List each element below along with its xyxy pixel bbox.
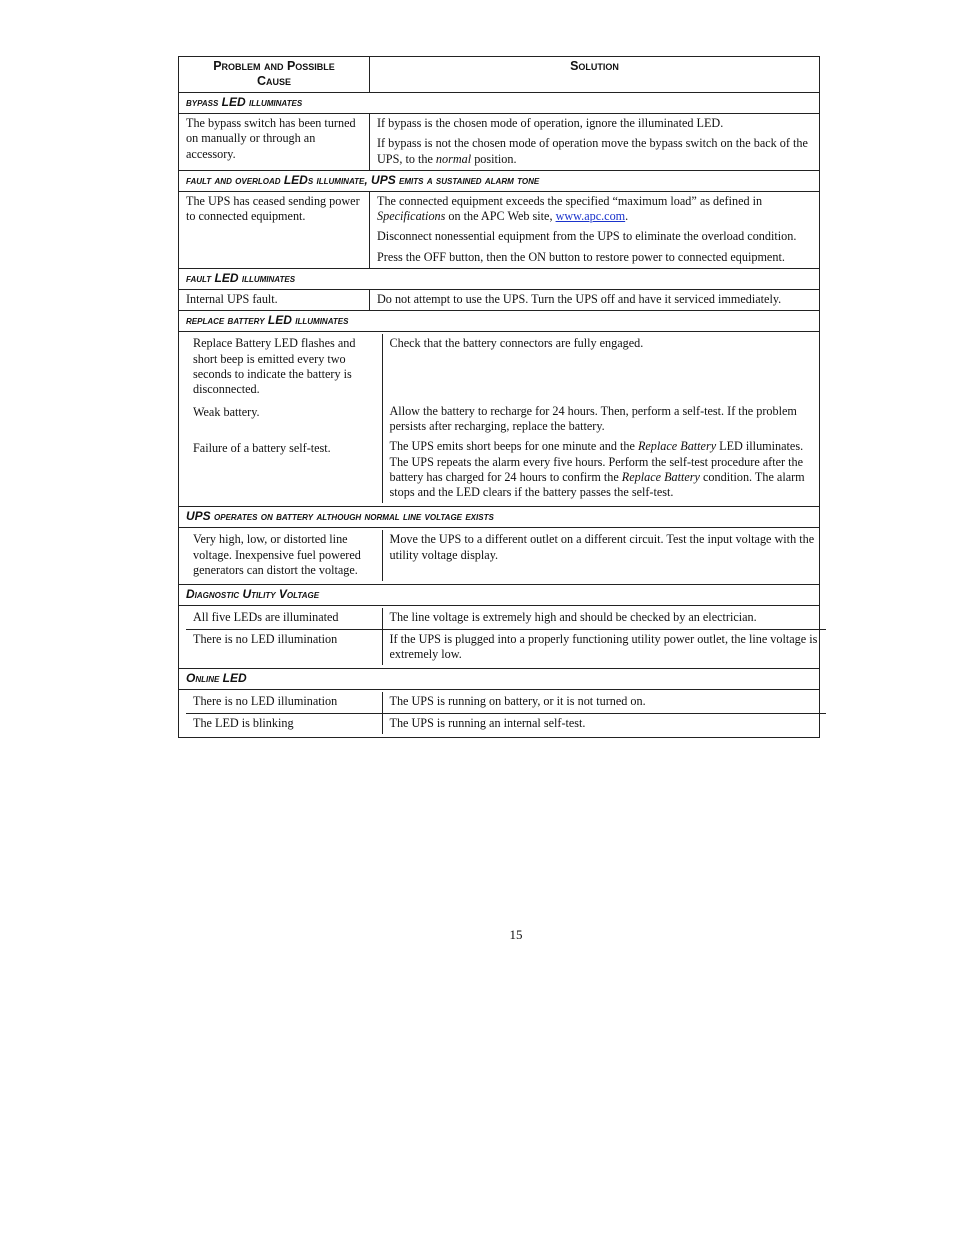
solution-cell: Move the UPS to a different outlet on a different circuit. Test the input voltage with the utility voltage display. xyxy=(389,532,815,562)
solution-cell: The UPS is running an internal self-test. xyxy=(389,715,586,730)
solution-cell: The UPS is running on battery, or it is not turned on. xyxy=(382,692,826,713)
solution-cell xyxy=(370,191,820,268)
section-title-fault: fault LED illuminates xyxy=(179,269,820,290)
section-title-diagnostic: Diagnostic Utility Voltage xyxy=(179,585,820,606)
solution-cell: Do not attempt to use the UPS. Turn the UPS off and have it serviced immediately. xyxy=(370,290,820,311)
table-row xyxy=(179,606,820,669)
section-row xyxy=(179,269,820,290)
solution-text: If bypass is the chosen mode of operation, ignore the illuminated LED. xyxy=(377,116,724,130)
section-row xyxy=(179,93,820,114)
solution-text: Press the OFF button, then the ON button to restore power to connected equipment. xyxy=(377,249,785,264)
apc-website-link[interactable]: www.apc.com xyxy=(555,209,626,224)
section-row xyxy=(179,311,820,332)
solution-text: If bypass is not the chosen mode of operation move the bypass switch on the back of the UPS, to the normal position. xyxy=(377,136,808,166)
solution-cell: If the UPS is plugged into a properly functioning utility power outlet, the line voltage is extremely low. xyxy=(389,631,818,661)
section-row xyxy=(179,507,820,528)
section-title-replace-battery: replace battery LED illuminates xyxy=(179,311,820,332)
cause-cell: Very high, low, or distorted line voltage. Inexpensive fuel powered generators can distort the voltage. xyxy=(186,530,382,581)
header-problem: Problem and Possible Cause xyxy=(179,57,370,93)
table-row xyxy=(179,332,820,507)
solution-text: The connected equipment exceeds the specified “maximum load” as defined in Specifications on the APC Web site, www.apc.com. xyxy=(377,193,763,224)
solution-text: Disconnect nonessential equipment from the UPS to eliminate the overload condition. xyxy=(377,229,797,244)
section-row xyxy=(179,170,820,191)
section-row xyxy=(179,669,820,690)
table-header-row xyxy=(179,57,820,93)
replace-battery-subtable xyxy=(186,334,826,503)
header-solution: Solution xyxy=(370,57,820,93)
page-number: 15 xyxy=(509,927,523,942)
solution-cell: Check that the battery connectors are fully engaged. Allow the battery to recharge for 24 hours. Then, perform a self-test. If the problem persists after recharging, replace the battery. The UPS emits short beeps for one minute and the Replace Battery LED illuminates. The UPS repeats the alarm every five hours. Perform the self-test procedure after the battery has charged for 24 hours to confirm the Replace Battery condition. The alarm stops and the LED clears if the battery passes the self-test. xyxy=(389,336,805,500)
section-title-on-battery: UPS operates on battery although normal line voltage exists xyxy=(179,507,820,528)
solution-cell xyxy=(370,114,820,171)
cause-cell: Internal UPS fault. xyxy=(179,290,370,311)
cause-cell: There is no LED illumination xyxy=(186,692,382,713)
table-row xyxy=(179,690,820,738)
table-row xyxy=(179,191,820,268)
section-row xyxy=(179,585,820,606)
troubleshooting-table xyxy=(178,56,820,738)
cause-cell: The LED is blinking xyxy=(186,713,382,734)
table-row xyxy=(179,290,820,311)
section-title-online: Online LED xyxy=(179,669,820,690)
table-row xyxy=(179,528,820,585)
cause-cell: Replace Battery LED flashes and short beep is emitted every two seconds to indicate the battery is disconnected. Weak battery. Failure of a battery self-test. xyxy=(186,334,382,503)
cause-cell: There is no LED illumination xyxy=(186,629,382,665)
section-title-fault-overload: fault and overload LEDs illuminate, UPS emits a sustained alarm tone xyxy=(179,170,820,191)
section-title-bypass: bypass LED illuminates xyxy=(179,93,820,114)
cause-cell: The UPS has ceased sending power to connected equipment. xyxy=(179,191,370,268)
solution-cell: The line voltage is extremely high and should be checked by an electrician. xyxy=(382,608,826,629)
table-row xyxy=(179,114,820,171)
cause-cell: The bypass switch has been turned on manually or through an accessory. xyxy=(179,114,370,171)
cause-cell: All five LEDs are illuminated xyxy=(186,608,382,629)
